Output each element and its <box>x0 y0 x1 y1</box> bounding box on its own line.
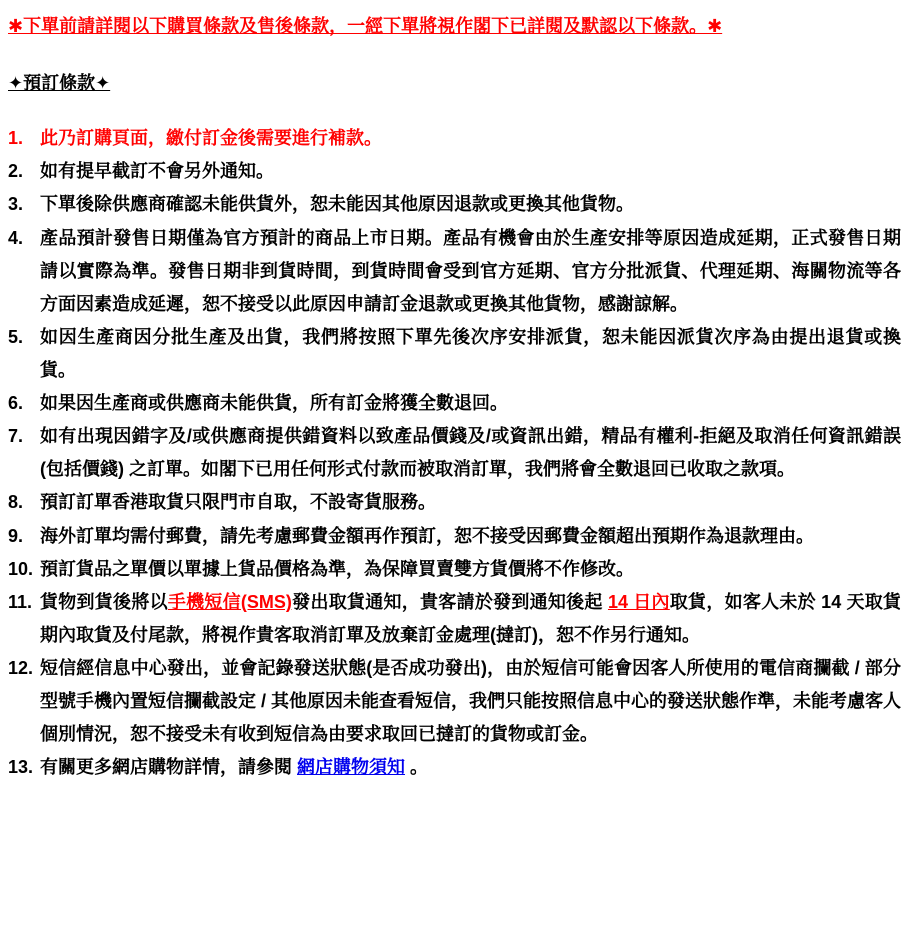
term-number: 6. <box>8 393 24 414</box>
term-number: 2. <box>8 161 24 182</box>
term-text <box>40 751 901 784</box>
text-segment: 如果因生產商或供應商未能供貨，所有訂金將獲全數退回。 <box>40 393 508 414</box>
term-number: 13. <box>8 757 34 778</box>
term-number: 11. <box>8 591 33 612</box>
term-text <box>40 486 901 519</box>
term-item <box>8 520 901 553</box>
term-item <box>8 387 901 420</box>
text-segment: 如有提早截訂不會另外通知。 <box>40 161 274 182</box>
term-item <box>8 586 901 652</box>
term-text <box>40 387 901 420</box>
term-text <box>40 321 901 387</box>
term-number: 10. <box>8 558 34 579</box>
term-text <box>40 520 901 553</box>
term-item <box>8 652 901 751</box>
text-segment: 發出取貨通知，貴客請於發到通知後起 <box>291 591 608 612</box>
text-segment: 如因生產商因分批生產及出貨，我們將按照下單先後次序安排派貨，恕未能因派貨次序為由提出退貨或換貨。 <box>40 326 901 380</box>
term-text <box>40 652 901 751</box>
term-text <box>40 553 901 586</box>
text-segment: 預訂訂單香港取貨只限門市自取，不設寄貨服務。 <box>40 492 436 513</box>
term-number: 12. <box>8 657 34 678</box>
term-number: 3. <box>8 194 24 215</box>
term-text <box>40 122 901 155</box>
term-item <box>8 486 901 519</box>
term-text <box>40 222 901 321</box>
highlighted-text: 手機短信(SMS) <box>167 591 292 612</box>
text-segment: 取貨，如客人未於 14 天取貨期內取貨及付尾款，將視作貴客取消訂單及放棄訂金處理(撻訂)，恕不作另行通知。 <box>40 591 902 645</box>
term-text <box>40 420 901 486</box>
term-text <box>40 155 901 188</box>
terms-list <box>8 122 901 784</box>
text-segment: 預訂貨品之單價以單據上貨品價格為準，為保障買賣雙方貨價將不作修改。 <box>40 558 634 579</box>
text-segment: 有關更多網店購物詳情，請參閱 <box>40 757 297 778</box>
text-segment: 。 <box>405 757 429 778</box>
text-segment: 下單後除供應商確認未能供貨外，恕未能因其他原因退款或更換其他貨物。 <box>40 194 634 215</box>
term-number: 1. <box>8 128 24 149</box>
highlighted-text: 14 日內 <box>607 591 670 612</box>
term-number: 8. <box>8 492 24 513</box>
term-number: 5. <box>8 326 24 347</box>
term-item <box>8 188 901 221</box>
term-number: 9. <box>8 525 24 546</box>
term-item <box>8 222 901 321</box>
text-segment: 海外訂單均需付郵費，請先考慮郵費金額再作預訂，恕不接受因郵費金額超出預期作為退款理由。 <box>40 525 814 546</box>
page-title: ✱下單前請詳閱以下購買條款及售後條款，一經下單將視作閣下已詳閱及默認以下條款。✱ <box>8 16 723 36</box>
term-text <box>40 586 901 652</box>
term-item <box>8 321 901 387</box>
term-item <box>8 751 901 784</box>
text-segment: 貨物到貨後將以 <box>40 591 168 612</box>
term-item <box>8 155 901 188</box>
term-item <box>8 122 901 155</box>
text-segment: 短信經信息中心發出，並會記錄發送狀態(是否成功發出)，由於短信可能會因客人所使用的電信商攔截 / 部分型號手機內置短信攔截設定 / 其他原因未能查看短信，我們只能按照信息中心的發送狀態作準，未能考慮客人個別情況，恕不接受未有收到短信為由要求取回已撻訂的貨物或訂金。 <box>40 657 901 745</box>
term-number: 7. <box>8 426 24 447</box>
section-title: ✦預訂條款✦ <box>8 73 111 94</box>
text-segment: 此乃訂購頁面，繳付訂金後需要進行補款。 <box>40 128 382 149</box>
term-item <box>8 553 901 586</box>
term-item <box>8 420 901 486</box>
text-segment: 產品預計發售日期僅為官方預計的商品上市日期。產品有機會由於生產安排等原因造成延期，正式發售日期請以實際為準。發售日期非到貨時間，到貨時間會受到官方延期、官方分批派貨、代理延期、海關物流等各方面因素造成延遲，恕不接受以此原因申請訂金退款或更換其他貨物，感謝諒解。 <box>40 227 901 314</box>
term-text <box>40 188 901 221</box>
shop-guide-link[interactable]: 網店購物須知 <box>297 757 405 778</box>
text-segment: 如有出現因錯字及/或供應商提供錯資料以致產品價錢及/或資訊出錯，精品有權利-拒絕及取消任何資訊錯誤(包括價錢) 之訂單。如閣下已用任何形式付款而被取消訂單，我們將會全數退回已收取之款項。 <box>40 426 901 480</box>
term-number: 4. <box>8 227 24 248</box>
